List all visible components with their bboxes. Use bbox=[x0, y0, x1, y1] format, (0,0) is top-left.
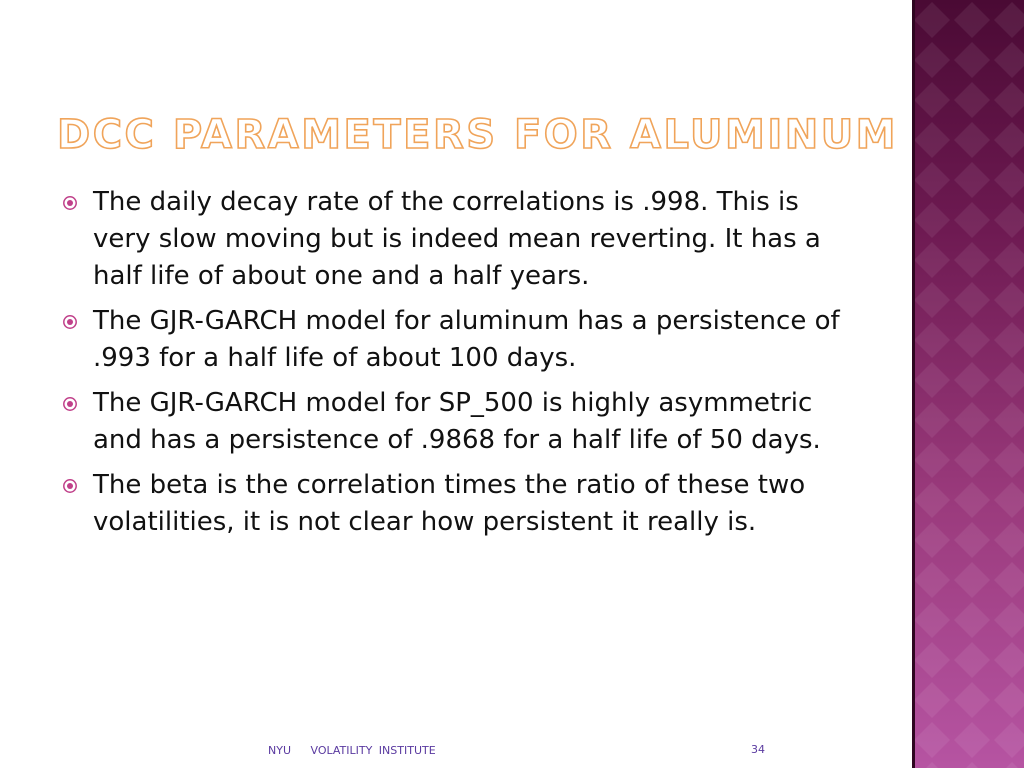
bullet-item bbox=[62, 184, 852, 295]
circle-bullet-icon bbox=[62, 478, 78, 494]
circle-bullet-icon bbox=[62, 314, 78, 330]
bullet-item bbox=[62, 385, 852, 459]
circle-bullet-icon bbox=[62, 396, 78, 412]
footer-text: NYU VOLATILITY INSTITUTE bbox=[268, 744, 436, 757]
bullet-list bbox=[62, 184, 852, 549]
bullet-text: The beta is the correlation times the ratio of these two volatilities, it is not clear how persistent it really is. bbox=[93, 470, 806, 537]
bullet-text: The GJR-GARCH model for aluminum has a persistence of .993 for a half life of about 100 days. bbox=[93, 306, 840, 373]
sidebar-edge bbox=[912, 0, 915, 768]
bullet-text: The daily decay rate of the correlations is .998. This is very slow moving but is indeed mean reverting. It has a half life of about one and a half years. bbox=[93, 187, 821, 291]
bullet-item bbox=[62, 303, 852, 377]
decorative-sidebar bbox=[912, 0, 1024, 768]
slide-title: DCC PARAMETERS FOR ALUMINUM bbox=[57, 112, 898, 158]
diamond-pattern bbox=[912, 0, 1024, 768]
page-number: 34 bbox=[751, 743, 765, 756]
bullet-item bbox=[62, 467, 852, 541]
circle-bullet-icon bbox=[62, 195, 78, 211]
bullet-text: The GJR-GARCH model for SP_500 is highly asymmetric and has a persistence of .9868 for a half life of 50 days. bbox=[93, 388, 821, 455]
